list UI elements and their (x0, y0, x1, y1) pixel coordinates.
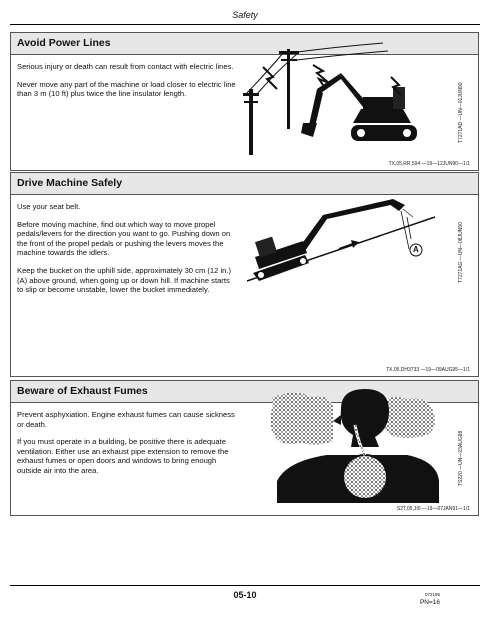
paragraph: Before moving machine, find out which way to move propel pedals/levers for the direction you want to go. Pushing down on the front of the propel pedals or pushing the levers moves the machine towards the idlers. (17, 219, 231, 258)
paragraph: Never move any part of the machine or load closer to electric line than 3 m (10 ft) plus twice the line insulator length. (17, 79, 236, 99)
paragraph: Use your seat belt. (17, 202, 81, 211)
section-avoid-power-lines (10, 32, 479, 171)
section-footer-code: S2T,05,JI0 —19—07JAN91—1/1 (396, 506, 470, 512)
paragraph: Prevent asphyxiation. Engine exhaust fumes can cause sickness or death. (17, 410, 235, 429)
section-body (17, 410, 237, 484)
page-number: 05-10 (233, 590, 257, 600)
exhaust-fumes-illustration (267, 385, 443, 503)
section-drive-machine-safely (10, 172, 479, 377)
section-title: Avoid Power Lines (17, 37, 111, 49)
paragraph: Keep the bucket on the uphill side, approximately 30 cm (12 in.) (A) above ground, when going up or down hill. If machine starts to slip or become unstable, lower the bucket immediately. (17, 265, 232, 295)
page-footer (10, 585, 480, 606)
paragraph: If you must operate in a building, be positive there is adequate ventilation. Either use an exhaust pipe extension to remove the exhaust fumes or open doors and windows to bring enough outside air into the area. (17, 437, 229, 475)
image-code: T7271AD —UN—01JUN90 (458, 82, 464, 143)
section-body (17, 202, 237, 303)
date-code: 072195 (424, 592, 440, 597)
power-line-excavator-illustration (243, 37, 443, 157)
excavator-on-slope-illustration (243, 195, 443, 285)
image-code: TS220 —UN—23AUG88 (458, 430, 464, 486)
page-header (10, 2, 480, 25)
page-reference: PN=16 (419, 599, 440, 606)
section-title: Beware of Exhaust Fumes (17, 385, 148, 397)
section-title: Drive Machine Safely (17, 177, 123, 189)
section-header (11, 173, 478, 195)
section-body (17, 62, 237, 107)
section-footer-code: TX,05,RR,594 —19—12JUN90—1/1 (388, 161, 470, 167)
paragraph: Serious injury or death can result from contact with electric lines. (17, 62, 234, 71)
section-footer-code: TX,05,DH3733 —19—09AUG95—1/1 (386, 367, 470, 373)
callout-label: A (413, 245, 419, 254)
image-code: T7271AG —UN—08JUN90 (458, 222, 464, 283)
section-beware-exhaust-fumes (10, 380, 479, 516)
page-header-title: Safety (232, 10, 258, 20)
